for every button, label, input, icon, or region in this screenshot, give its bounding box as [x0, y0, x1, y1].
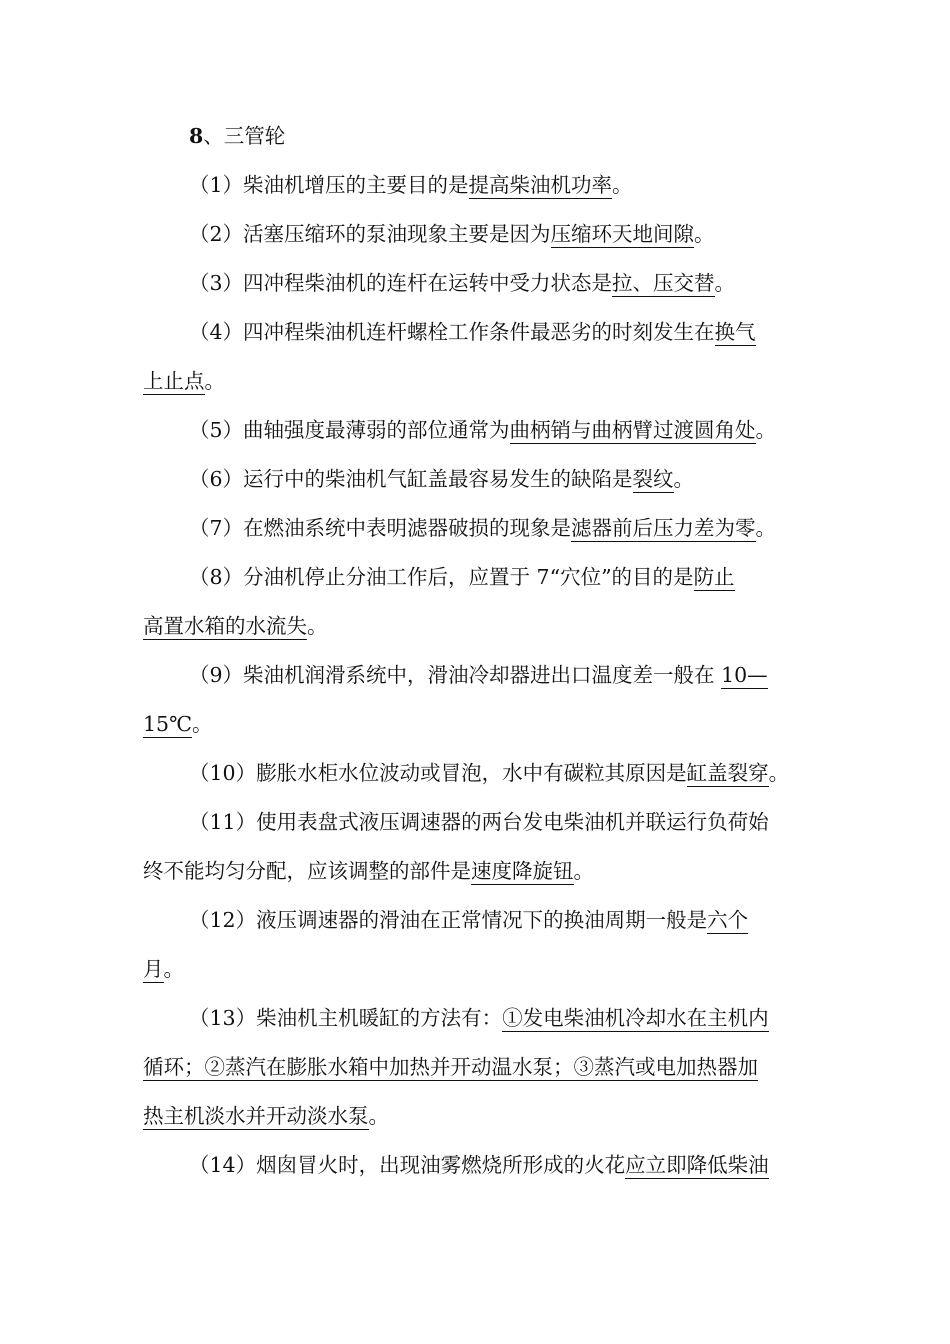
question-text: （7）在燃油系统中表明滤器破损的现象是 — [189, 516, 572, 540]
question-text: （6）运行中的柴油机气缸盖最容易发生的缺陷是 — [189, 467, 633, 491]
question-6 — [143, 455, 808, 504]
question-9-line-1 — [143, 651, 808, 700]
punctuation: 。 — [755, 516, 777, 540]
answer-text: 热主机淡水并开动淡水泵 — [143, 1104, 369, 1128]
punctuation: 。 — [163, 957, 184, 981]
punctuation: 。 — [368, 1104, 389, 1128]
punctuation: 。 — [768, 761, 790, 785]
answer-text: 拉、压交替 — [612, 271, 715, 295]
question-11-line-2 — [143, 847, 808, 896]
answer-text: 六个 — [707, 908, 749, 932]
punctuation: 。 — [755, 418, 777, 442]
section-number: 8 — [189, 124, 204, 148]
question-14-line-1 — [143, 1141, 808, 1190]
answer-text: 提高柴油机功率 — [468, 173, 613, 197]
question-12-line-1 — [143, 896, 808, 945]
question-13-line-2 — [143, 1043, 808, 1092]
punctuation: 。 — [204, 369, 225, 393]
section-title: 、三管轮 — [203, 124, 286, 148]
question-text: （5）曲轴强度最薄弱的部位通常为 — [189, 418, 510, 442]
question-13-line-1 — [143, 994, 808, 1043]
answer-text: 月 — [143, 957, 164, 981]
answer-text: 压缩环天地间隙 — [550, 222, 695, 246]
question-text: 终不能均匀分配，应该调整的部件是 — [143, 859, 471, 883]
answer-text: ①发电柴油机冷却水在主机内 — [502, 1006, 769, 1030]
answer-text: 高置水箱的水流失 — [143, 614, 307, 638]
question-text: （12）液压调速器的滑油在正常情况下的换油周期一般是 — [189, 908, 708, 932]
punctuation: 。 — [673, 467, 695, 491]
answer-text: 15℃ — [143, 712, 193, 736]
punctuation: 。 — [714, 271, 736, 295]
punctuation: 。 — [612, 173, 633, 197]
question-4-line-1 — [143, 308, 808, 357]
question-text: （3）四冲程柴油机的连杆在运转中受力状态是 — [189, 271, 613, 295]
question-text: （10）膨胀水柜水位波动或冒泡，水中有碳粒其原因是 — [189, 761, 687, 785]
question-8-line-1 — [143, 553, 808, 602]
question-text: （4）四冲程柴油机连杆螺栓工作条件最恶劣的时刻发生在 — [189, 320, 715, 344]
answer-text: 防止 — [693, 565, 735, 589]
question-1 — [143, 161, 808, 210]
question-text: （14）烟囱冒火时，出现油雾燃烧所形成的火花 — [189, 1153, 626, 1177]
answer-text: 循环；②蒸汽在膨胀水箱中加热并开动温水泵；③蒸汽或电加热器加 — [143, 1055, 758, 1079]
answer-text: 曲柄销与曲柄臂过渡圆角处 — [509, 418, 756, 442]
punctuation: 。 — [192, 712, 213, 736]
punctuation: 。 — [573, 859, 594, 883]
question-text: （9）柴油机润滑系统中，滑油冷却器进出口温度差一般在 — [189, 663, 722, 687]
question-text: （2）活塞压缩环的泵油现象主要是因为 — [189, 222, 551, 246]
punctuation: 。 — [307, 614, 328, 638]
question-2 — [143, 210, 808, 259]
question-7 — [143, 504, 808, 553]
question-13-line-3 — [143, 1092, 808, 1141]
question-8-line-2 — [143, 602, 808, 651]
question-text: （1）柴油机增压的主要目的是 — [189, 173, 469, 197]
question-text: （13）柴油机主机暖缸的方法有： — [189, 1006, 503, 1030]
question-12-line-2 — [143, 945, 808, 994]
question-10 — [143, 749, 808, 798]
question-3 — [143, 259, 808, 308]
answer-text: 裂纹 — [632, 467, 674, 491]
question-11-line-1 — [143, 798, 808, 847]
answer-text: 上止点 — [143, 369, 205, 393]
answer-text: 速度降旋钮 — [471, 859, 574, 883]
answer-text: 应立即降低柴油 — [625, 1153, 769, 1177]
punctuation: 。 — [694, 222, 715, 246]
question-5 — [143, 406, 808, 455]
answer-text: 换气 — [714, 320, 756, 344]
answer-text: 滤器前后压力差为零 — [571, 516, 756, 540]
question-4-line-2 — [143, 357, 808, 406]
answer-text: 缸盖裂穿 — [686, 761, 769, 785]
section-heading — [143, 112, 808, 161]
document-body — [143, 112, 808, 1190]
question-text: （11）使用表盘式液压调速器的两台发电柴油机并联运行负荷始 — [189, 810, 769, 834]
question-9-line-2 — [143, 700, 808, 749]
question-text: （8）分油机停止分油工作后，应置于 7“穴位”的目的是 — [189, 565, 694, 589]
answer-text: 10— — [721, 663, 768, 687]
